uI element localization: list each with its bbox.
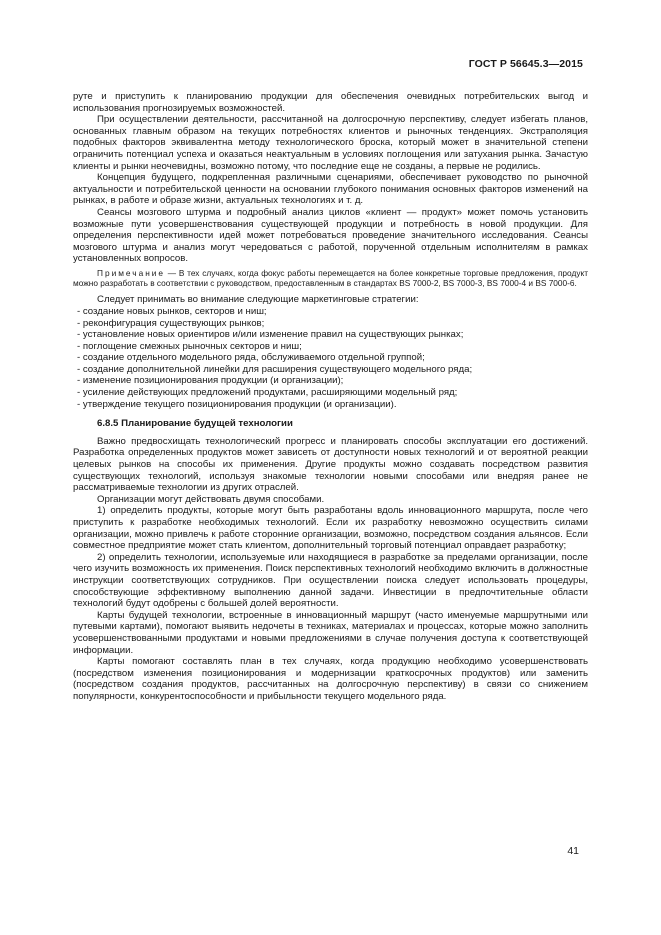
paragraph: Концепция будущего, подкрепленная различными сценариями, обеспечивает руководство по рыночной актуальности и потребительской ценности на основании глубокого понимания основных факторов изменений на рынках, в работе и образе жизни, актуальных технологиях и т. д. xyxy=(73,172,588,207)
list-item: - создание дополнительной линейки для расширения существующего модельного ряда; xyxy=(77,363,473,375)
list-item: - поглощение смежных рыночных секторов и ниш; xyxy=(77,340,302,352)
paragraph: Карты помогают составлять план в тех случаях, когда продукцию необходимо усовершенствовать (посредством изменения позиционирования и модернизации краткосрочных продуктов) или заменить (посредством создания продуктов, рассчитанных на долгосрочную перспективу) в связи со снижением популярности, конкурентоспособности и прибыльности текущего модельного ряда. xyxy=(73,656,588,702)
document-body xyxy=(73,91,588,703)
paragraph: 1) определить продукты, которые могут быть разработаны вдоль инновационного маршрута, после чего приступить к разработке необходимых технологий. Если их разработку невозможно осуществить силами организации, можно привлечь к работе сторонние организации, возможно, посредством создания альянсов. Если совместное предприятие может стать клиентом, дополнительный торговый потенциал оправдает разработку; xyxy=(73,505,588,552)
note-label: Примечание xyxy=(97,267,166,278)
list-item: - усиление действующих предложений продуктами, расширяющими модельный ряд; xyxy=(77,387,458,399)
document-header-id: ГОСТ Р 56645.3—2015 xyxy=(468,58,583,70)
list-item: - изменение позиционирования продукции (и организации); xyxy=(77,375,344,387)
section-title: 6.8.5 Планирование будущей технологии xyxy=(97,418,293,430)
paragraph: Важно предвосхищать технологический прогресс и планировать способы эксплуатации его достижений. Разработка определенных продуктов может зависеть от доступности новых технологий и от вероятной реакции целевых рынков на способы их применения. Другие продукты можно создавать посредством развития существующих технологий, используя знакомые технологии новыми способами или внедряя ранее не рассматриваемые технологии из других отраслей. xyxy=(73,435,588,494)
paragraph: 2) определить технологии, используемые или находящиеся в разработке за пределами организации, после чего изучить возможность их применения. Поиск перспективных технологий необходимо включить в должностные инструкции соответствующих сотрудников. При осуществлении поиска следует использовать процедуры, способствующие эффективному выполнению данной задачи. Инвестиции в предпочтительные области технологий будут одобрены с большей долей вероятности. xyxy=(73,551,588,610)
paragraph: Организации могут действовать двумя способами. xyxy=(97,493,325,505)
strategy-list xyxy=(73,306,588,410)
paragraph: Сеансы мозгового штурма и подробный анализ циклов «клиент — продукт» может помочь установить возможные пути усовершенствования существующей продукции и потребность в новой продукции. Для определения перспективности идей может потребоваться проведение значительного исследования. Сеансы мозгового штурма и анализ могут чередоваться с работой, порученной отдельным исполнителям в рамках установленных вопросов. xyxy=(73,206,588,265)
paragraph: Следует принимать во внимание следующие маркетинговые стратегии: xyxy=(97,294,419,306)
paragraph: руте и приступить к планированию продукции для обеспечения очевидных потребительских выгод и использования прогнозируемых возможностей. xyxy=(73,91,588,114)
list-item: - создание отдельного модельного ряда, обслуживаемого отдельной группой; xyxy=(77,352,425,364)
list-item: - создание новых рынков, секторов и ниш; xyxy=(77,305,267,317)
list-item: - реконфигурация существующих рынков; xyxy=(77,317,265,329)
list-item: - утверждение текущего позиционирования продукции (и организации). xyxy=(77,398,397,410)
list-item: - установление новых ориентиров и/или изменение правил на существующих рынках; xyxy=(77,329,464,341)
note xyxy=(73,268,588,288)
page-number: 41 xyxy=(567,845,579,857)
paragraph: Карты будущей технологии, встроенные в инновационный маршрут (часто именуемые маршрутными или путевыми картами), помогают выявить недочеты в техниках, материалах и процессах, которые можно заполнить усовершенствованными продуктами и новыми предложениями в случае получения доступа к соответствующей информации. xyxy=(73,609,588,656)
paragraph: При осуществлении деятельности, рассчитанной на долгосрочную перспективу, следует избегать планов, основанных главным образом на текущих потребностях клиентов и рыночных тенденциях. Экстраполяция подобных факторов эквивалентна методу технологического броска, который может в значительной степени ограничить потенциал успеха и оказаться неактуальным в условиях поглощения или затухания рынка. Зачастую клиенты и рынки неочевидны, возможно потому, что последние еще не созданы, а первые не родились. xyxy=(73,114,588,172)
note-text: — В тех случаях, когда фокус работы перемещается на более конкретные торговые предложения, продукт можно разработать в соответствии с руководством, предоставленным в стандартах BS 7000-2, BS 7000-3, BS 7000-4 и BS 7000-6. xyxy=(73,267,588,289)
